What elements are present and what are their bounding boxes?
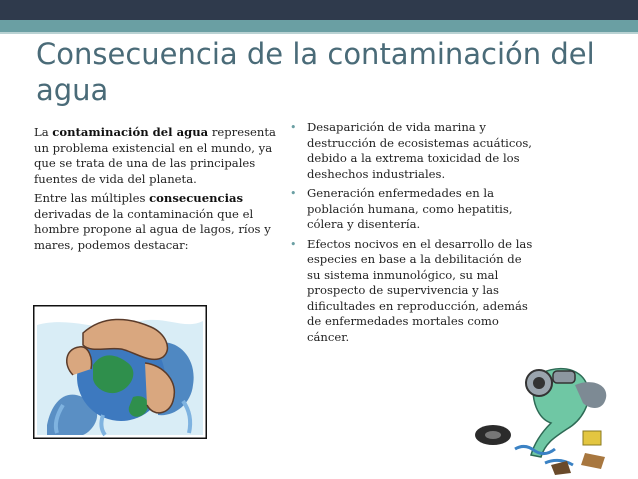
bullet-icon: • bbox=[290, 237, 297, 251]
paragraph-consequences-pre: Entre las múltiples bbox=[34, 191, 150, 205]
polluted-fish-illustration bbox=[455, 357, 625, 475]
consequences-list bbox=[289, 120, 535, 349]
paragraph-intro bbox=[34, 125, 282, 187]
bullet-icon: • bbox=[290, 121, 297, 134]
paragraph-consequences-bold: consecuencias bbox=[149, 191, 244, 205]
list-item bbox=[289, 120, 535, 182]
slide-title: Consecuencia de la contaminación del agua bbox=[36, 37, 595, 107]
list-item bbox=[289, 186, 535, 233]
list-item-text: Desaparición de vida marina y destrucción de ecosistemas acuáticos, debido a la extrema toxicidad de los deshechos industriales. bbox=[307, 120, 532, 181]
list-item-text: Efectos nocivos en el desarrollo de las especies en base a la debilitación de su sistema inmunológico, su mal prospecto de supervivencia y las dificultades en reproducción, además de enfermedades mortales como cáncer. bbox=[307, 236, 533, 344]
top-thin-line bbox=[0, 32, 638, 34]
paragraph-intro-bold: contaminación del agua bbox=[52, 125, 209, 139]
paragraph-intro-pre: La bbox=[34, 125, 53, 139]
squeezed-earth-illustration bbox=[33, 305, 207, 439]
list-item-text: Generación enfermedades en la población humana, como hepatitis, cólera y disentería. bbox=[307, 186, 513, 231]
top-accent-stripe bbox=[0, 20, 638, 32]
list-item bbox=[289, 237, 535, 346]
paragraph-intro-post: representa un problema existencial en el mundo, ya que se trata de una de las principales fuentes de vida del planeta. bbox=[34, 125, 276, 186]
bullet-icon: • bbox=[290, 187, 297, 200]
left-text-column bbox=[34, 125, 282, 257]
paragraph-consequences bbox=[34, 191, 282, 253]
top-bar bbox=[0, 0, 638, 20]
paragraph-consequences-post: derivadas de la contaminación que el hombre propone al agua de lagos, ríos y mares, podemos destacar: bbox=[34, 206, 271, 252]
